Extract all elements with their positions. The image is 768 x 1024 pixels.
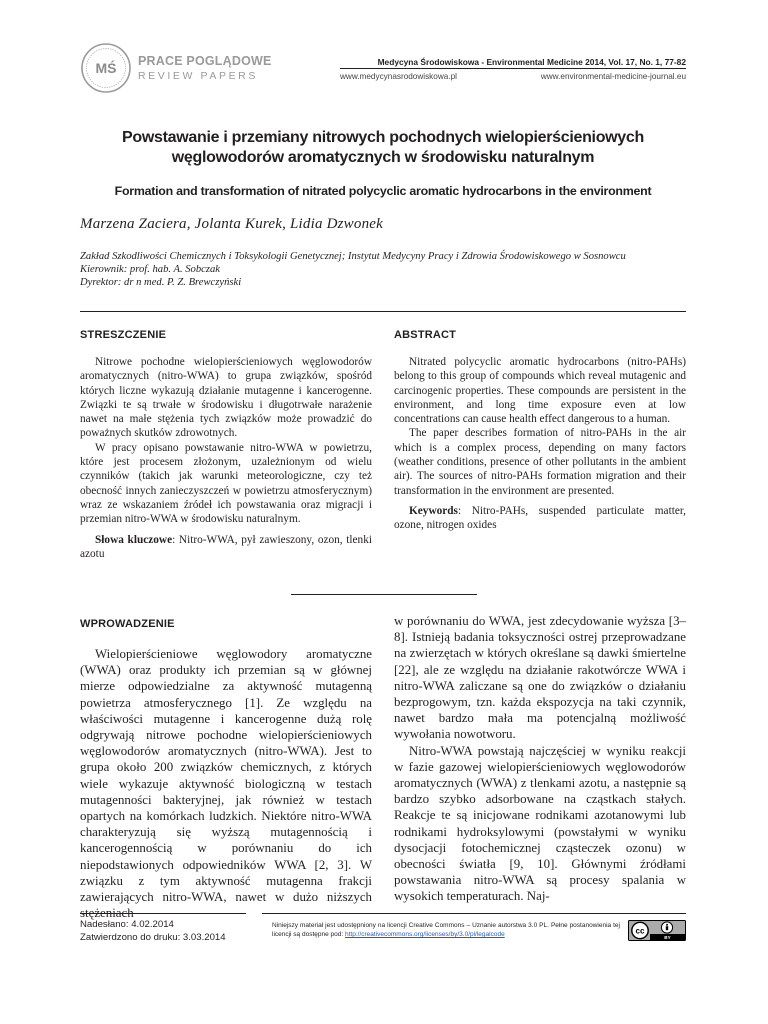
abstract-p2: The paper describes formation of nitro-PAHs in the air which is a complex process, depending on many factors (weather conditions, presence of other pollutants in the ambient air). The sources of nitro-PAHs formation migration and their transformation in the environment are presented.: [394, 427, 686, 497]
abstract-kw-text: : Nitro-PAHs, suspended particulate matter, ozone, nitrogen oxides: [394, 504, 686, 532]
abstract-heading: ABSTRACT: [394, 329, 457, 341]
streszczenie-heading: STRESZCZENIE: [80, 329, 167, 341]
cc-icon-label: cc: [635, 926, 645, 936]
authors: Marzena Zaciera, Jolanta Kurek, Lidia Dzwonek: [80, 216, 384, 232]
streszczenie-kw-label: Słowa kluczowe: [95, 533, 173, 546]
affiliation-head: Kierownik: prof. hab. A. Sobczak: [80, 264, 220, 276]
wprowadzenie-right-column: [394, 613, 686, 905]
streszczenie-p2: W pracy opisano powstawanie nitro-WWA w powietrzu, które jest procesem złożonym, uzależnionym od wielu czynników (takich jak warunki meteorologiczne, czy też obecność innych zanieczyszczeń w powietrzu atmosferycznym) wraz ze wskazaniem źródeł ich powstawania oraz migracji i przemian nitro-WWA w środowisku naturalnym.: [80, 441, 372, 526]
publication-dates: [80, 919, 226, 944]
license-notice: [272, 921, 620, 939]
abstract-keywords: [394, 504, 686, 533]
streszczenie-p1: Nitrowe pochodne wielopierścieniowych węglowodorów aromatycznych (nitro-WWA) to grupa związków, spośród których liczne wykazują działanie mutagenne i kancerogenne. Związki te są trwałe w środowisku i długotrwałe narażenie nawet na małe stężenia tych związków może prowadzić do poważnych skutków zdrowotnych.: [80, 356, 372, 440]
title-polish-line1: Powstawanie i przemiany nitrowych pochodnych wielopierścieniowych: [122, 129, 644, 146]
wprowadzenie-left-p1: Wielopierścieniowe węglowodory aromatyczne (WWA) oraz produkty ich przemian są w głównej mierze odpowiedzialne za aktywność mutagenną powietrza atmosferycznego [1]. Ze względu na właściwości mutagenne i kancerogenne dużą rolę odgrywają nitrowe pochodne wielopierścieniowych węglowodorów aromatycznych (nitro-WWA). Jest to grupa około 200 związków chemicznych, z których wiele wykazuje aktywność biologiczną w testach mutagenności bakteryjnej, jak również w testach opartych na komórkach ludzkich. Niektóre nitro-WWA charakteryzują się wyższą mutagennością i kancerogennością w porównaniu do ich niepodstawionych odpowiedników WWA [2, 3]. W związku z tym aktywność mutagenna frakcji zawierających nitro-WWA, nawet w dużo niższych stężeniach: [80, 647, 372, 921]
logo-letters: MŚ: [95, 60, 117, 76]
journal-citation: Medycyna Środowiskowa - Environmental Medicine 2014, Vol. 17, No. 1, 77-82: [377, 57, 686, 67]
journal-url-en[interactable]: www.environmental-medicine-journal.eu: [540, 72, 686, 81]
abstract-body: [394, 355, 686, 533]
footer-divider-left: [80, 913, 246, 914]
streszczenie-keywords: [80, 533, 372, 562]
by-label: BY: [664, 935, 671, 941]
received-date: Nadesłano: 4.02.2014: [80, 919, 174, 930]
abstract-p1: Nitrated polycyclic aromatic hydrocarbons (nitro-PAHs) belong to this group of compounds which reveal mutagenic and carcinogenic properties. These compounds are persistent in the environment, and long time exposure even at low concentrations can cause health effect dangerous to a human.: [394, 356, 686, 426]
journal-logo: [80, 42, 132, 94]
wprowadzenie-right-p1: w porównaniu do WWA, jest zdecydowanie wyższa [3–8]. Istnieją badania toksyczności ostrej przeprowadzane na zwierzętach w których określane są dawki śmiertelne [22], ale ze względu na działanie rakotwórcze WWA i nitro-WWA zaliczane są one do związków o działaniu bezprogowym, tzn. każda ekspozycja na taki czynnik, nawet bardzo mała ma potencjalną możliwość wywołania nowotworu.: [394, 614, 686, 742]
series-pl: PRACE POGLĄDOWE: [138, 54, 272, 68]
cc-by-badge[interactable]: [628, 920, 686, 941]
footer-divider-right: [262, 913, 686, 914]
title-english: Formation and transformation of nitrated polycyclic aromatic hydrocarbons in the environment: [114, 184, 652, 198]
journal-url-pl[interactable]: www.medycynasrodowiskowa.pl: [340, 72, 457, 81]
wprowadzenie-right-p2: Nitro-WWA powstają najczęściej w wyniku reakcji w fazie gazowej wielopierścieniowych węglowodorów aromatycznych (WWA) z tlenkami azotu, a następnie są bardzo szybko adsorbowane na cząstkach stałych. Reakcje te są inicjowane rodnikami azotanowymi lub rodnikami hydroksylowymi (powstałymi w wyniku dysocjacji fotochemicznej cząsteczek ozonu) w obecności światła [9, 10]. Głównymi źródłami powstawania nitro-WWA są procesy spalania w wysokich temperaturach. Naj-: [394, 743, 686, 904]
accepted-date: Zatwierdzono do druku: 3.03.2014: [80, 931, 226, 943]
section-divider: [291, 594, 477, 595]
streszczenie-kw-text: : Nitro-WWA, pył zawieszony, ozon, tlenki azotu: [80, 533, 372, 560]
abstract-kw-label: Keywords: [409, 504, 458, 517]
license-text: Niniejszy materiał jest udostępniony na licencji Creative Commons – Uznanie autorstwa 3.0 PL. Pełne postanowienia tej licencji są dostępne pod:: [272, 922, 620, 938]
series-en: REVIEW PAPERS: [138, 69, 258, 82]
title-divider: [80, 311, 686, 312]
title-polish: [80, 128, 686, 167]
affiliation-institute: Zakład Szkodliwości Chemicznych i Toksykologii Genetycznej; Instytut Medycyny Pracy i Zdrowia Środowiskowego w Sosnowcu: [80, 251, 626, 262]
affiliation-director: Dyrektor: dr n med. P. Z. Brewczyński: [80, 277, 242, 289]
series-label: [138, 55, 272, 81]
license-link[interactable]: http://creativecommons.org/licenses/by/3.0/pl/legalcode: [345, 931, 505, 938]
title-polish-line2: węglowodorów aromatycznych w środowisku naturalnym: [171, 148, 595, 166]
affiliation: [80, 250, 686, 290]
wprowadzenie-heading: WPROWADZENIE: [80, 618, 175, 630]
streszczenie-body: [80, 355, 372, 561]
header-divider: [340, 68, 686, 69]
wprowadzenie-left-column: [80, 646, 372, 921]
